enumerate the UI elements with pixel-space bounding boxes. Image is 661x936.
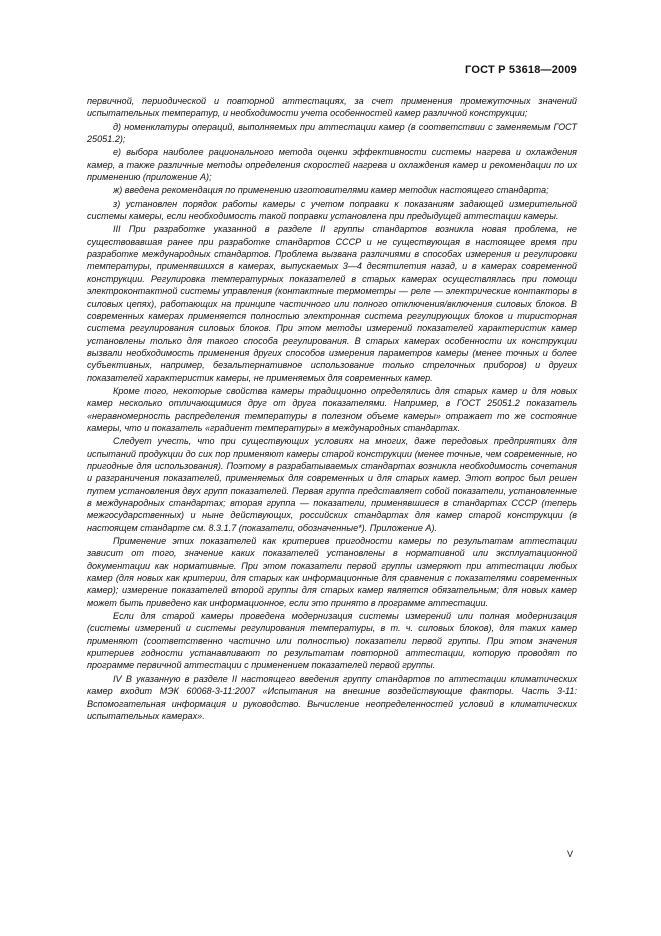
document-body xyxy=(87,95,577,723)
section-iii-paragraph: III При разработке указанной в разделе II группы стандартов возникла новая проблема, не существовавшая ранее при разработке стандартов СССР и не существующая в настоящее время при разработке международных стандартов. Проблема вызвана различиями в способах измерения и регулировки температуры, применявшихся в камерах, выпускаемых 3—4 десятилетия назад, и в камерах современной конструкции. Регулировка температурных показателей в старых камерах осуществлялась при помощи электроконтактной системы управления (контактные термометры — реле — электрические контакторы в силовых цепях), работающих на принципе частичного или полного отключения/включения силовых блоков. В современных камерах применяется полностью электронная система регулирующих блоков и тиристорная система регулирования силовых блоков. При этом методы измерений показателей характеристик камер установлены только для такого способа регулирования. В старых камерах особенности их конструкции вызвали необходимость применения других способов измерения параметров камеры (менее точных и более субъективных, например, безальтернативное использование только стрелочных приборов) и других показателей характеристик камеры, не применяемых для современных камер. xyxy=(87,224,577,383)
paragraph: Применение этих показателей как критериев пригодности камеры по результатам аттестации зависит от того, значение каких показателей установлены в нормативной или эксплуатационной документации как нормативные. При этом показатели первой группы измеряют при аттестации любых камер (для новых как критерии, для старых как информационные для сравнения с показателями современных камер); измерение показателей второй группы для старых камер является обязательным; для новых камер может быть приведено как информационное, если это принято в программе аттестации. xyxy=(87,536,577,608)
paragraph-continuation: первичной, периодической и повторной аттестациях, за счет применения промежуточных значений испытательных температур, и необходимости учета особенностей камер различной конструкции; xyxy=(87,96,577,119)
list-item-e: е) выбора наиболее рационального метода оценки эффективности системы нагрева и охлаждения камер, а также различные методы определения скоростей нагрева и охлаждения камер и рекомендации по их применению (приложение А); xyxy=(87,147,577,183)
document-standard-number: ГОСТ Р 53618—2009 xyxy=(465,64,577,76)
paragraph: Если для старой камеры проведена модернизация системы измерений или полная модернизация (системы измерений и системы регулирования температуры, в т. ч. силовых блоков), для таких камер применяют (соответственно частично или полностью) показатели первой группы. При этом значения критериев годности устанавливают по результатам повторной аттестации, которую проводят по программе первичной аттестации с применением показателей первой группы. xyxy=(87,611,577,671)
paragraph: Следует учесть, что при существующих условиях на многих, даже передовых предприятиях для испытаний продукции до сих пор применяют камеры старой конструкции (менее точные, чем современные, но пригодные для использования). Поэтому в разрабатываемых стандартах возникла необходимость сочетания и разграничения показателей, применяемых для современных и для старых камер. Этот вопрос был решен путем установления двух групп показателей. Первая группа представляет собой показатели, установленные в международных стандартах; вторая группа — показатели, применявшиеся в стандартах СССР (теперь межгосударственных) и ныне действующих, российских стандартах для камер старой конструкции (в настоящем стандарте см. 8.3.1.7 (показатели, обозначенные*). Приложение А). xyxy=(87,436,577,533)
paragraph: Кроме того, некоторые свойства камеры традиционно определялись для старых камер и для новых камер несколько отличающимися друг от друга показателями. Например, в ГОСТ 25051.2 показатель «неравномерность распределения температуры в полезном объеме камеры» отражает то же состояние камеры, что и показатель «градиент температуры» в международных стандартах. xyxy=(87,385,577,433)
list-item-z: з) установлен порядок работы камеры с учетом поправки к показаниям задающей измерительной системы камеры, если необходимость такой поправки установлена при предыдущей аттестации камеры. xyxy=(87,198,577,222)
list-item-zh: ж) введена рекомендация по применению изготовителями камер методик настоящего стандарта; xyxy=(113,185,549,196)
page-number: V xyxy=(566,849,573,859)
list-item-d: д) номенклатуры операций, выполняемых при аттестации камер (в соответствии с заменяемым ГОСТ 25051.2); xyxy=(87,121,577,145)
section-iv-paragraph: IV В указанную в разделе II настоящего введения группу стандартов по аттестации климатических камер входит МЭК 60068-3-11:2007 «Испытания на внешние воздействующие факторы. Часть 3-11: Вспомогательная информация и руководство. Вычисление неопределенностей условий в климатических испытательных камерах». xyxy=(87,673,577,721)
